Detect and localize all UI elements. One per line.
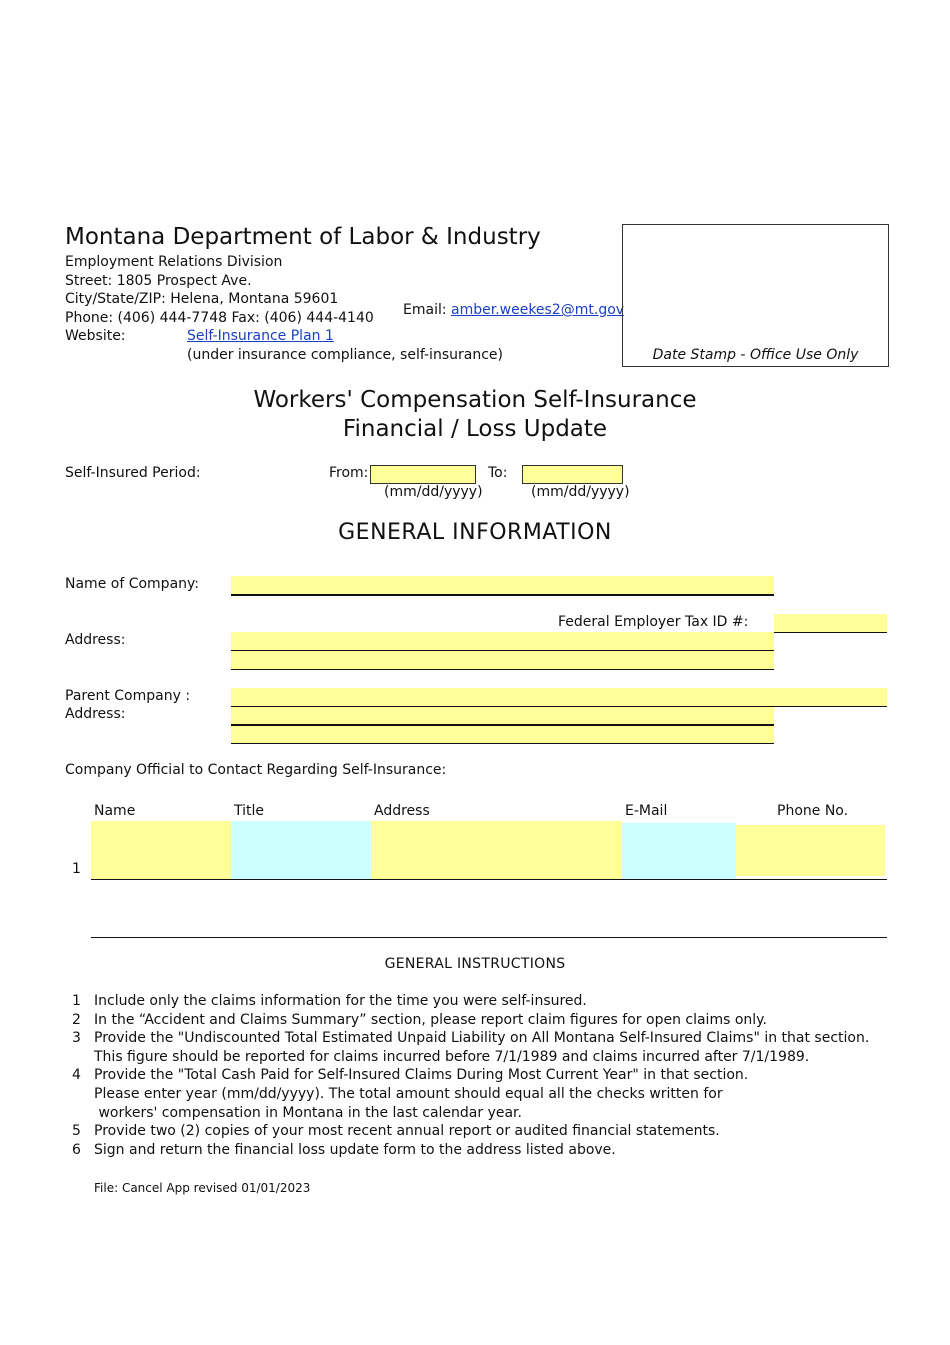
date-stamp-label: Date Stamp - Office Use Only [652, 347, 859, 363]
instruction-3-number: 3 [72, 1030, 81, 1046]
from-date-format-hint: (mm/dd/yyyy) [384, 484, 483, 500]
phone-fax: Phone: (406) 444-7748 Fax: (406) 444-4140 [65, 310, 374, 326]
email-label: Email: [403, 302, 447, 318]
column-header-email: E-Mail [625, 803, 668, 819]
fein-input[interactable] [774, 614, 887, 633]
instruction-3-text-line1: Provide the "Undiscounted Total Estimated Unpaid Liability on All Montana Self-Insured Claims" in that section. [94, 1030, 870, 1046]
instruction-2-text: In the “Accident and Claims Summary” section, please report claim figures for open claims only. [94, 1012, 767, 1028]
column-header-phone: Phone No. [777, 803, 849, 819]
instruction-4-text-line1: Provide the "Total Cash Paid for Self-Insured Claims During Most Current Year" in that section. [94, 1067, 749, 1083]
contact-official-label: Company Official to Contact Regarding Self-Insurance: [65, 762, 447, 778]
city-state-zip: City/State/ZIP: Helena, Montana 59601 [65, 291, 339, 307]
company-address-label: Address: [65, 632, 126, 648]
contact-name-input[interactable] [91, 821, 231, 879]
instruction-6-number: 6 [72, 1142, 81, 1158]
company-name-input[interactable] [231, 576, 774, 596]
self-insured-period-label: Self-Insured Period: [65, 465, 201, 481]
contact-address-input[interactable] [371, 821, 622, 879]
contact-title-input[interactable] [231, 821, 371, 879]
instruction-4-text-line2: Please enter year (mm/dd/yyyy). The total amount should equal all the checks written for [94, 1086, 723, 1102]
street-address: Street: 1805 Prospect Ave. [65, 273, 252, 289]
email-link[interactable]: amber.weekes2@mt.gov [451, 302, 625, 318]
contact-phone-input[interactable] [736, 825, 885, 876]
instruction-5-text: Provide two (2) copies of your most recent annual report or audited financial statements. [94, 1123, 720, 1139]
contact-row-divider [91, 879, 887, 880]
from-label: From: [329, 465, 369, 481]
organization-name: Montana Department of Labor & Industry [65, 224, 541, 250]
parent-company-label: Parent Company : [65, 688, 191, 704]
website-label: Website: [65, 328, 126, 344]
fein-label: Federal Employer Tax ID #: [558, 614, 749, 630]
instruction-1-text: Include only the claims information for the time you were self-insured. [94, 993, 587, 1009]
division-name: Employment Relations Division [65, 254, 283, 270]
period-to-input[interactable] [522, 465, 623, 484]
column-header-address: Address [374, 803, 430, 819]
instruction-3-text-line2: This figure should be reported for claims incurred before 7/1/1989 and claims incurred after 7/1/1989. [94, 1049, 810, 1065]
to-label: To: [488, 465, 508, 481]
instruction-2-number: 2 [72, 1012, 81, 1028]
company-address-line2-input[interactable] [231, 651, 774, 670]
website-link[interactable]: Self-Insurance Plan 1 [187, 328, 334, 344]
column-header-title: Title [234, 803, 265, 819]
section-heading-general-information: GENERAL INFORMATION [338, 520, 612, 545]
instructions-heading: GENERAL INSTRUCTIONS [384, 956, 566, 972]
contact-table-bottom-rule [91, 937, 887, 938]
form-title-line2: Financial / Loss Update [342, 416, 608, 442]
instruction-5-number: 5 [72, 1123, 81, 1139]
to-date-format-hint: (mm/dd/yyyy) [531, 484, 630, 500]
column-header-name: Name [94, 803, 136, 819]
period-from-input[interactable] [370, 465, 476, 484]
parent-address-line1-input[interactable] [231, 707, 774, 726]
instruction-1-number: 1 [72, 993, 81, 1009]
parent-company-input[interactable] [231, 688, 887, 707]
company-name-label: Name of Company: [65, 576, 199, 592]
instruction-4-number: 4 [72, 1067, 81, 1083]
date-stamp-box [622, 224, 889, 367]
file-revision-note: File: Cancel App revised 01/01/2023 [94, 1181, 311, 1195]
parent-address-label: Address: [65, 706, 126, 722]
instruction-4-text-line3: workers' compensation in Montana in the last calendar year. [94, 1105, 522, 1121]
form-title-line1: Workers' Compensation Self-Insurance [253, 387, 697, 413]
contact-row-number: 1 [72, 861, 81, 877]
contact-email-input[interactable] [622, 823, 736, 879]
parent-address-line2-input[interactable] [231, 726, 774, 744]
company-address-line1-input[interactable] [231, 632, 774, 651]
website-note: (under insurance compliance, self-insurance) [187, 347, 503, 363]
instruction-6-text: Sign and return the financial loss update form to the address listed above. [94, 1142, 616, 1158]
